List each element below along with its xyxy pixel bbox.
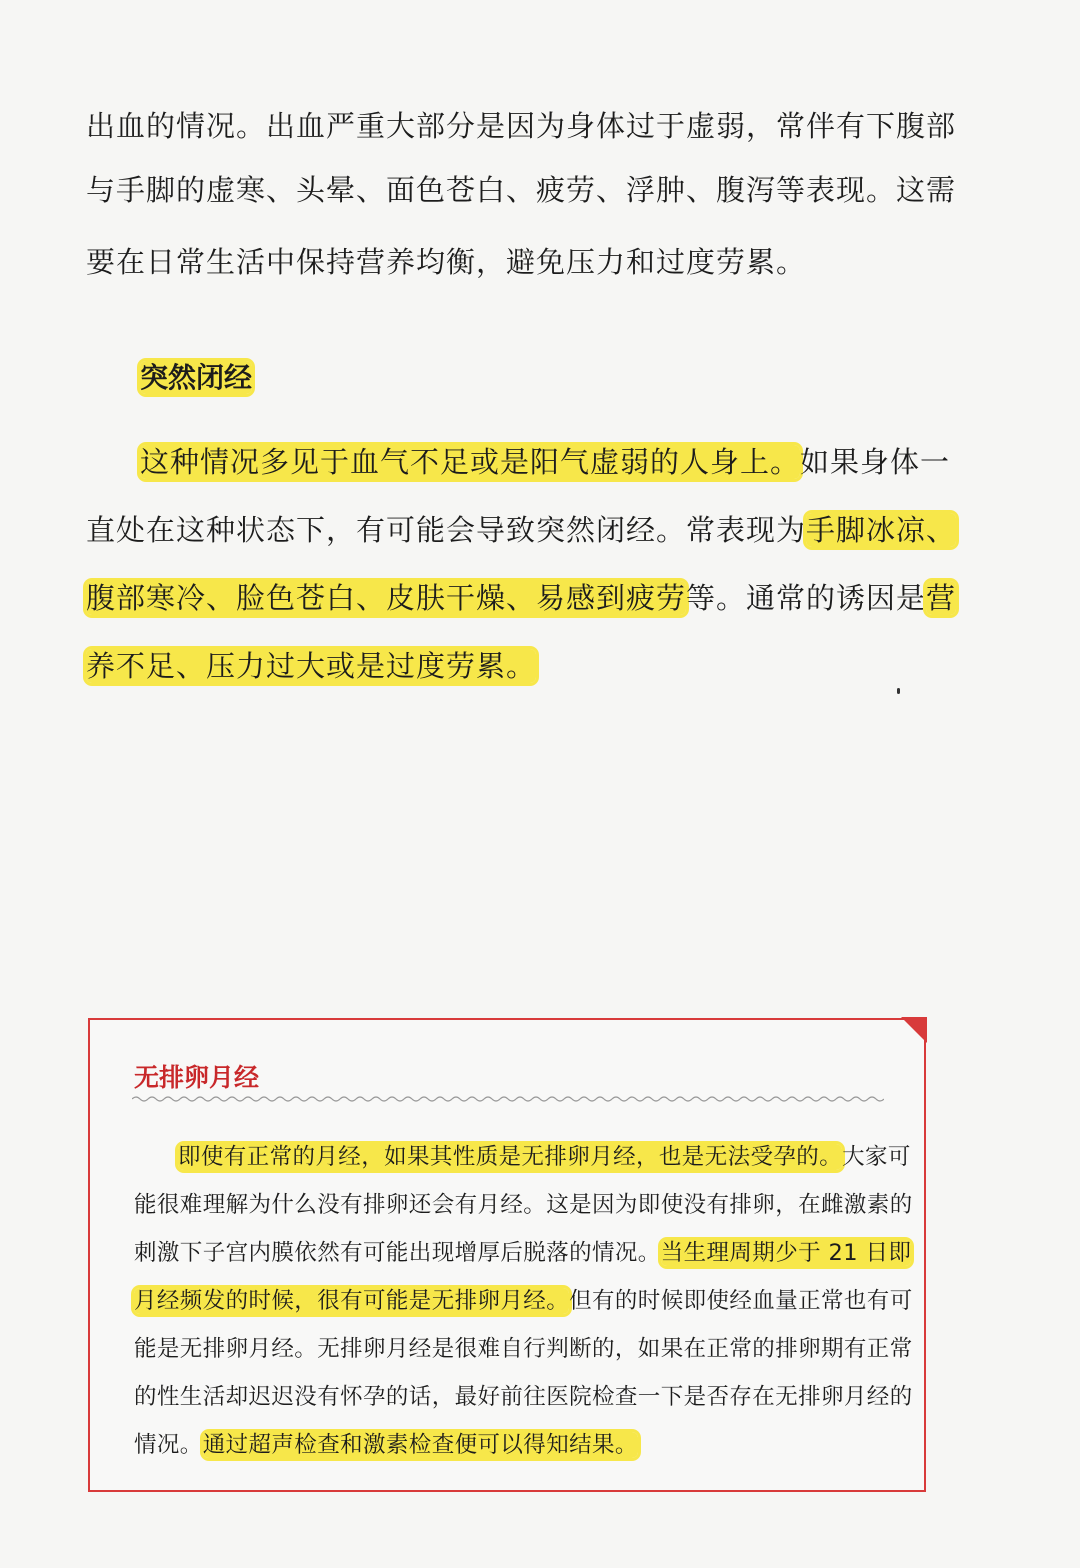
section-line-3 — [86, 578, 956, 618]
highlight: 即使有正常的月经，如果其性质是无排卵月经，也是无法受孕的。 — [178, 1144, 843, 1170]
section-line-2 — [86, 510, 956, 550]
intro-line-1: 出血的情况。出血严重大部分是因为身体过于虚弱，常伴有下腹部 — [86, 109, 957, 143]
section-heading — [140, 358, 252, 398]
highlight: 腹部寒冷、脸色苍白、皮肤干燥、易感到疲劳 — [86, 581, 687, 615]
text: 但有的时候即使经血量正常也有可 — [569, 1288, 913, 1314]
info-box-title: 无排卵月经 — [134, 1063, 260, 1092]
highlight: 这种情况多见于血气不足或是阳气虚弱的人身上。 — [140, 445, 801, 479]
wavy-divider — [132, 1094, 884, 1104]
highlight: 营 — [926, 581, 957, 615]
text: 大家可 — [842, 1144, 911, 1170]
highlight: 当生理周期少于 21 日即 — [660, 1240, 912, 1266]
box-line-7 — [134, 1430, 638, 1460]
section-heading-text: 突然闭经 — [140, 361, 253, 394]
box-line-5: 能是无排卵月经。无排卵月经是很难自行判断的，如果在正常的排卵期有正常 — [134, 1336, 913, 1362]
box-line-4 — [134, 1286, 913, 1316]
highlight: 月经频发的时候，很有可能是无排卵月经。 — [134, 1288, 570, 1314]
box-line-3 — [134, 1238, 911, 1268]
section-line-1 — [140, 442, 950, 482]
box-line-2: 能很难理解为什么没有排卵还会有月经。这是因为即使没有排卵，在雌激素的 — [134, 1192, 913, 1218]
text: 情况。 — [134, 1432, 203, 1458]
highlight: 手脚冰凉、 — [806, 513, 957, 547]
intro-line-3: 要在日常生活中保持营养均衡，避免压力和过度劳累。 — [86, 245, 807, 279]
text: 刺激下子宫内膜依然有可能出现增厚后脱落的情况。 — [134, 1240, 661, 1266]
highlight: 养不足、压力过大或是过度劳累。 — [86, 649, 537, 683]
info-box — [88, 1018, 926, 1492]
text: 如果身体一 — [800, 445, 951, 479]
highlight: 通过超声检查和激素检查便可以得知结果。 — [202, 1432, 638, 1458]
text: 直处在这种状态下，有可能会导致突然闭经。常表现为 — [86, 513, 807, 547]
box-line-6: 的性生活却迟迟没有怀孕的话，最好前往医院检查一下是否存在无排卵月经的 — [134, 1384, 913, 1410]
section-line-4 — [86, 646, 536, 686]
corner-fold — [901, 1017, 927, 1043]
text: 等。通常的诱因是 — [686, 581, 927, 615]
ink-speck — [897, 688, 900, 694]
box-line-1 — [178, 1142, 911, 1172]
intro-line-2: 与手脚的虚寒、头晕、面色苍白、疲劳、浮肿、腹泻等表现。这需 — [86, 173, 957, 207]
